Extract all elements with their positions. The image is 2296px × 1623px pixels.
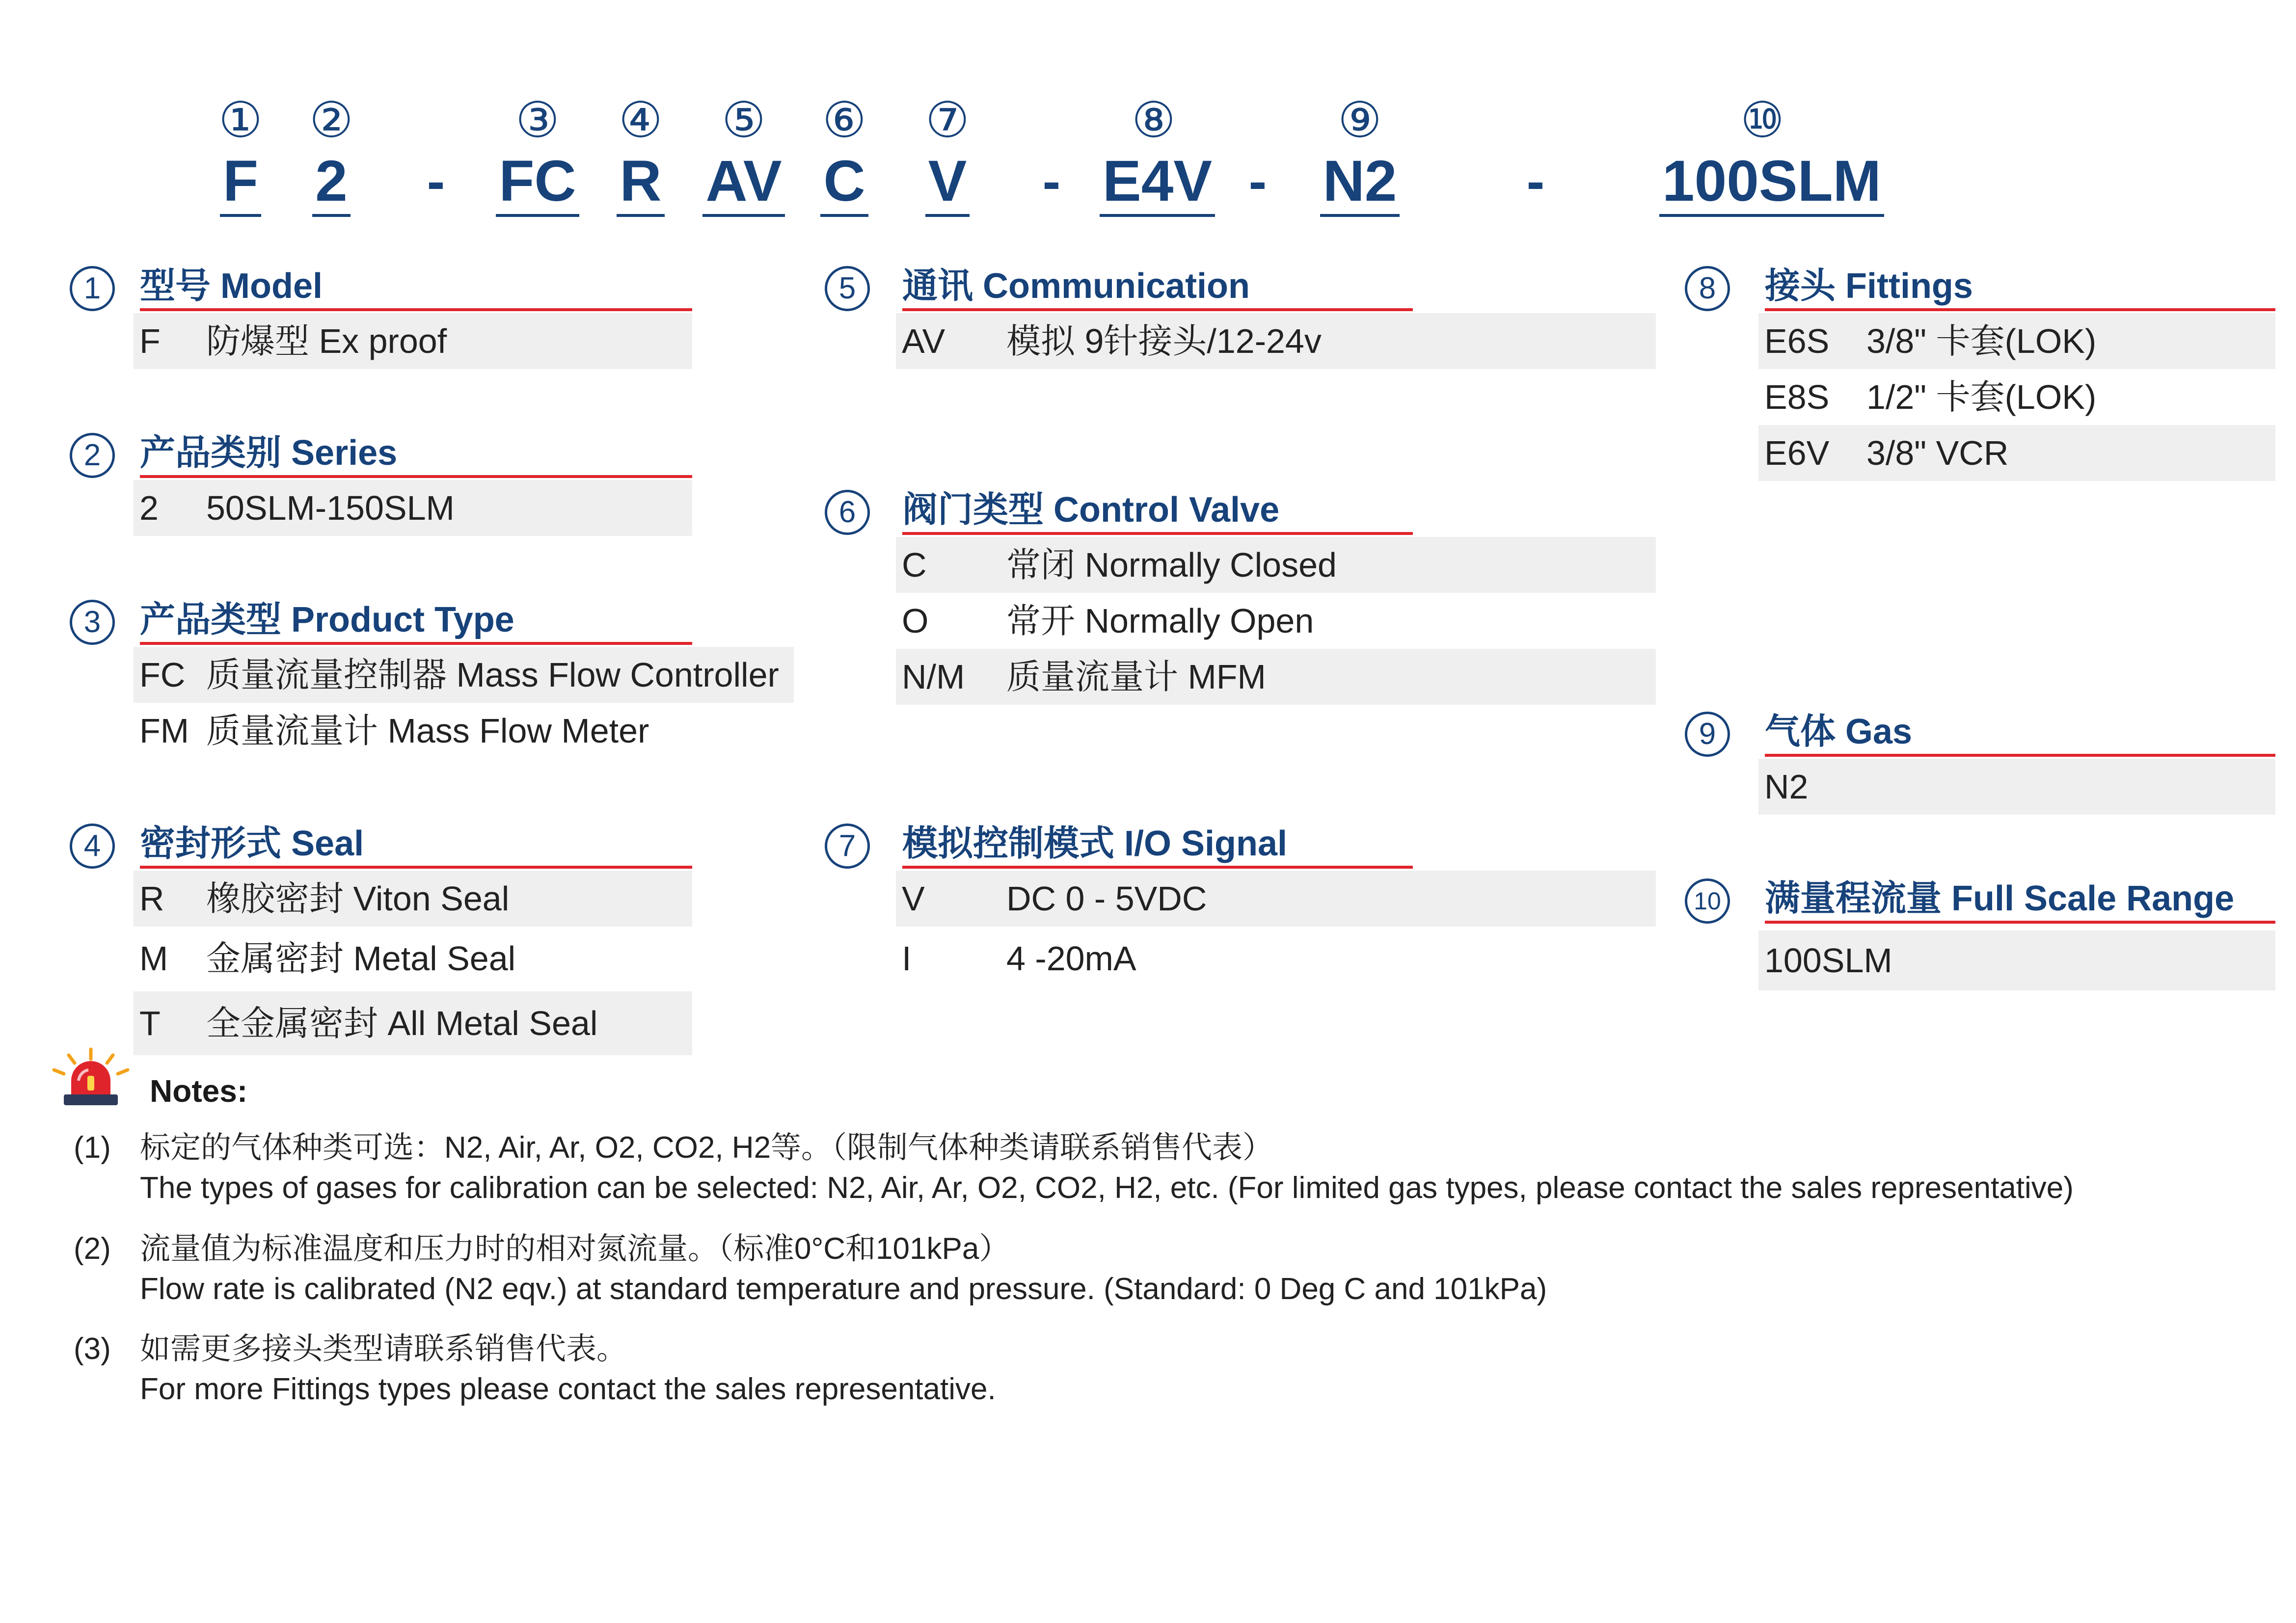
- row-code: M: [139, 939, 168, 978]
- code-value: 2: [312, 149, 351, 217]
- row-desc: 质量流量计 Mass Flow Meter: [206, 712, 649, 750]
- table-row: [896, 593, 1656, 649]
- row-code: O: [902, 602, 929, 640]
- row-code: FC: [139, 656, 186, 694]
- note-number: (2): [74, 1232, 111, 1266]
- section-number: 1: [70, 266, 115, 311]
- section-number: 7: [825, 824, 870, 869]
- code-separator: -: [1248, 151, 1267, 212]
- section-number: 4: [70, 824, 115, 869]
- row-code: N2: [1764, 768, 1809, 806]
- table-row: [896, 537, 1656, 593]
- row-code: F: [139, 322, 161, 360]
- row-desc: 全金属密封 All Metal Seal: [206, 1004, 598, 1042]
- code-item-2: [299, 93, 363, 217]
- row-code: E6S: [1764, 322, 1830, 360]
- note-number: (3): [74, 1332, 111, 1366]
- code-value: F: [220, 149, 261, 217]
- row-desc: 50SLM-150SLM: [206, 489, 455, 527]
- row-code: FM: [139, 712, 189, 750]
- row-desc: 金属密封 Metal Seal: [206, 939, 516, 978]
- table-row: [134, 871, 692, 927]
- table-row: [896, 313, 1656, 369]
- code-number: ⑨: [1338, 91, 1382, 149]
- code-number: ①: [218, 91, 263, 149]
- row-desc: 模拟 9针接头/12-24v: [1006, 322, 1322, 360]
- section-number: 3: [70, 600, 115, 645]
- note-text-cn: 流量值为标准温度和压力时的相对氮流量。（标准0°C和101kPa）: [140, 1232, 1010, 1266]
- row-desc: 3/8" VCR: [1866, 434, 2009, 472]
- section-title: 模拟控制模式 I/O Signal: [902, 822, 1413, 869]
- code-value: FC: [496, 149, 579, 217]
- row-code: I: [902, 939, 912, 978]
- code-number: ⑥: [822, 91, 866, 149]
- code-number: ⑦: [925, 91, 970, 149]
- code-separator: -: [427, 151, 445, 212]
- alarm-light-icon: [49, 1045, 133, 1109]
- row-code: AV: [902, 322, 945, 360]
- code-item-10: [1659, 91, 1881, 217]
- section-number: 9: [1685, 712, 1730, 757]
- row-code: V: [902, 879, 925, 918]
- row-code: R: [139, 879, 164, 918]
- code-value: N2: [1320, 149, 1400, 217]
- row-desc: 质量流量计 MFM: [1006, 658, 1266, 696]
- table-row: [134, 703, 794, 759]
- code-number: ②: [309, 91, 353, 149]
- row-desc: 3/8" 卡套(LOK): [1866, 322, 2097, 360]
- row-code: 100SLM: [1764, 941, 1892, 980]
- table-row: [134, 931, 692, 986]
- code-value: V: [925, 149, 970, 217]
- table-row: [1758, 369, 2275, 425]
- code-number: ③: [515, 91, 560, 149]
- row-code: E6V: [1764, 434, 1830, 472]
- section-title: 产品类型 Product Type: [140, 598, 692, 645]
- code-item-3: [496, 93, 579, 217]
- note-number: (1): [74, 1131, 111, 1165]
- note-text-en: Flow rate is calibrated (N2 eqv.) at standard temperature and pressure. (Standard: 0 Deg C and 101kPa): [140, 1272, 1547, 1306]
- row-code: E8S: [1764, 378, 1830, 416]
- code-value: AV: [702, 149, 784, 217]
- note-text-cn: 标定的气体种类可选：N2, Air, Ar, O2, CO2, H2等。（限制气体种类请联系销售代表）: [140, 1131, 1273, 1165]
- row-desc: 质量流量控制器 Mass Flow Controller: [206, 656, 779, 694]
- row-code: T: [139, 1004, 161, 1042]
- code-item-7: [918, 93, 977, 217]
- code-value: 100SLM: [1659, 149, 1884, 217]
- code-item-8: [1100, 91, 1213, 217]
- section-title: 产品类别 Series: [140, 431, 692, 478]
- table-row: [896, 931, 1656, 986]
- section-number: 5: [825, 266, 870, 311]
- table-row: [1758, 425, 2275, 481]
- code-item-1: [216, 93, 265, 217]
- section-number: 2: [70, 433, 115, 478]
- code-item-6: [815, 93, 874, 217]
- row-desc: 防爆型 Ex proof: [206, 322, 447, 360]
- table-row: [134, 647, 794, 703]
- section-title: 接头 Fittings: [1765, 264, 2275, 311]
- code-value: E4V: [1100, 149, 1215, 217]
- code-number: ⑩: [1740, 91, 1784, 149]
- section-title: 型号 Model: [140, 264, 692, 311]
- code-number: ⑤: [722, 91, 766, 149]
- code-item-9: [1316, 93, 1404, 217]
- table-row: [896, 871, 1656, 927]
- code-value: C: [820, 149, 868, 217]
- row-desc: 常闭 Normally Closed: [1006, 546, 1337, 584]
- section-title: 满量程流量 Full Scale Range: [1765, 877, 2275, 924]
- table-row: [1758, 313, 2275, 369]
- section-title: 气体 Gas: [1765, 710, 2275, 757]
- row-desc: 橡胶密封 Viton Seal: [206, 879, 510, 918]
- code-separator: -: [1526, 151, 1545, 212]
- code-item-5: [700, 93, 788, 217]
- row-desc: DC 0 - 5VDC: [1006, 879, 1207, 918]
- section-title: 通讯 Communication: [902, 264, 1413, 311]
- table-row: [1758, 759, 2275, 815]
- table-row: [896, 649, 1656, 705]
- table-row: [134, 480, 692, 536]
- section-number: 6: [825, 490, 870, 535]
- row-code: N/M: [902, 658, 965, 696]
- note-text-en: The types of gases for calibration can be selected: N2, Air, Ar, O2, CO2, H2, etc. (For limited gas types, please contact the sales representative): [140, 1171, 2074, 1205]
- section-number: 10: [1685, 878, 1730, 924]
- section-title: 阀门类型 Control Valve: [902, 488, 1413, 535]
- code-item-4: [611, 93, 670, 217]
- note-text-en: For more Fittings types please contact the sales representative.: [140, 1372, 996, 1406]
- row-desc: 1/2" 卡套(LOK): [1866, 378, 2097, 416]
- code-number: ④: [619, 91, 663, 149]
- code-separator: -: [1042, 151, 1061, 212]
- section-title: 密封形式 Seal: [140, 822, 692, 869]
- note-text-cn: 如需更多接头类型请联系销售代表。: [140, 1332, 627, 1366]
- row-code: C: [902, 546, 927, 584]
- table-row: [134, 313, 692, 369]
- row-desc: 4 -20mA: [1006, 939, 1136, 978]
- notes-title: Notes:: [150, 1073, 248, 1109]
- code-number: ⑧: [1132, 91, 1176, 149]
- row-desc: 常开 Normally Open: [1006, 602, 1314, 640]
- row-code: 2: [139, 489, 159, 527]
- table-row: [1758, 931, 2275, 990]
- table-row: [134, 991, 692, 1055]
- section-number: 8: [1685, 266, 1730, 311]
- code-value: R: [617, 149, 664, 217]
